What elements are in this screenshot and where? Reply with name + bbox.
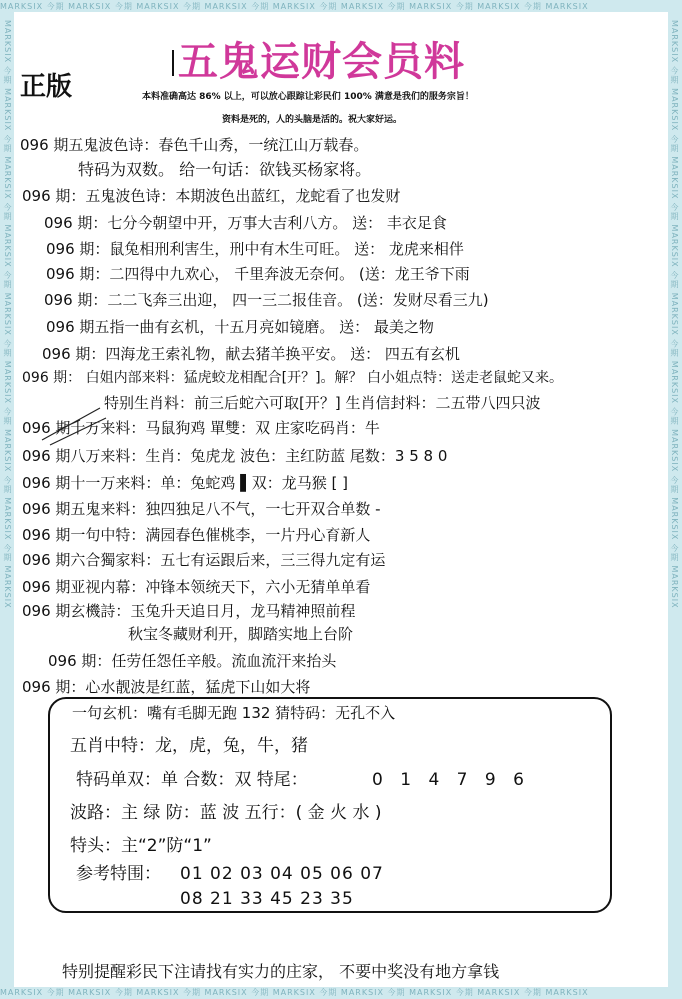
edition-label: 正版 [20,72,73,102]
text-line: 096 期： 白姐内部来料：猛虎蛟龙相配合[开？]。解？ 白小姐点特：送走老鼠蛇又来。 [22,370,563,386]
text-line: 096 期亚视内幕：冲锋本领统天下，六小无猜单单看 [22,578,371,596]
text-line: 096 期十万来料：马鼠狗鸡 單雙：双 庄家吃码肖：牛 [22,419,380,437]
text-line: 096 期：二二飞奔三出迎， 四一三二报佳音。 (送：发财尽看三九) [44,291,489,309]
box-ref-row-1: 01 02 03 04 05 06 07 [180,864,384,884]
footer-reminder: 特别提醒彩民下注请找有实力的庄家， 不要中奖没有地方拿钱 [62,962,500,981]
text-line: 096 期：心水靓波是红蓝，猛虎下山如大将 [22,678,311,696]
text-line: 096 期：鼠兔相刑利害生，刑中有木生可旺。 送： 龙虎来相伴 [46,240,464,258]
box-five-zodiac: 五肖中特：龙，虎，兔，牛，猪 [70,736,308,756]
pen-scribble [40,400,110,450]
tagline-accuracy: 本料准确高达 86% 以上，可以放心跟踪让彩民们 100% 满意是我们的服务宗旨！ [142,92,474,102]
text-line: 096 期：任劳任怨任辛般。流血流汗来抬头 [48,652,337,670]
box-riddle: 一句玄机：嘴有毛脚无跑 132 猜特码：无孔不入 [72,704,396,722]
title-cursor-bar [172,50,174,76]
text-line: 096 期十一万来料：单：兔蛇鸡 ▌双：龙马猴 [ ] [22,474,348,492]
box-waves: 波路：主 绿 防：蓝 波 五行：( 金 火 水 ) [70,803,382,823]
box-ref-row-2: 08 21 33 45 23 35 [180,889,354,909]
watermark-top: MARKSIX 今期 MARKSIX 今期 MARKSIX 今期 MARKSIX 今期 MARKSIX 今期 MARKSIX 今期 MARKSIX 今期 MARKSIX 今期 MARKSIX [0,2,589,11]
text-line: 096 期八万来料：生肖：兔虎龙 波色：主红防蓝 尾数：3 5 8 0 [22,447,448,465]
text-line: 096 期玄機詩：玉兔升天追日月，龙马精神照前程 [22,602,356,620]
watermark-left: MARKSIX 今期 MARKSIX 今期 MARKSIX 今期 MARKSIX 今期 MARKSIX 今期 MARKSIX 今期 MARKSIX 今期 MARKSIX 今期 MARKSIX [3,20,12,609]
text-line: 特别生肖料：前三后蛇六可取[开？] 生肖信封料：二五带八四只波 [104,394,541,412]
box-ref-label: 参考特围： [76,864,161,884]
watermark-bottom: MARKSIX 今期 MARKSIX 今期 MARKSIX 今期 MARKSIX 今期 MARKSIX 今期 MARKSIX 今期 MARKSIX 今期 MARKSIX 今期 MARKSIX [0,988,589,997]
text-line: 096 期五鬼来料：独四独足八不气，一七开双合单数 - [22,500,381,518]
text-line: 096 期五鬼波色诗：春色千山秀，一统江山万载春。 [20,136,369,154]
text-line: 096 期：五鬼波色诗：本期波色出蓝红，龙蛇看了也发财 [22,187,401,205]
text-line: 特码为双数。 给一句话：欲钱买杨家将。 [78,160,372,179]
box-head: 特头：主“2”防“1” [70,836,212,856]
tagline-luck: 资料是死的，人的头脑是活的。祝大家好运。 [222,115,403,125]
text-line: 096 期五指一曲有玄机，十五月亮如镜磨。 送： 最美之物 [46,318,434,336]
text-line: 秋宝冬藏财利开，脚踏实地上台阶 [128,625,354,643]
watermark-right: MARKSIX 今期 MARKSIX 今期 MARKSIX 今期 MARKSIX 今期 MARKSIX 今期 MARKSIX 今期 MARKSIX 今期 MARKSIX 今期 MARKSIX [670,20,679,609]
page-title: 五鬼运财会员料 [178,39,465,85]
text-line: 096 期：二四得中九欢心， 千里奔波无奈何。 (送：龙王爷下雨 [46,265,470,283]
box-parity: 特码单双：单 合数：双 特尾： [76,770,308,790]
text-line: 096 期一句中特：满园春色催桃李，一片丹心育新人 [22,526,371,544]
text-line: 096 期：四海龙王索礼物，献去猪羊换平安。 送： 四五有玄机 [42,345,460,363]
text-line: 096 期六合獨家料：五七有运跟后来，三三得九定有运 [22,551,386,569]
box-tail-digits: 0 1 4 7 9 6 [372,770,530,790]
text-line: 096 期：七分今朝望中开，万事大吉利八方。 送： 丰衣足食 [44,214,447,232]
